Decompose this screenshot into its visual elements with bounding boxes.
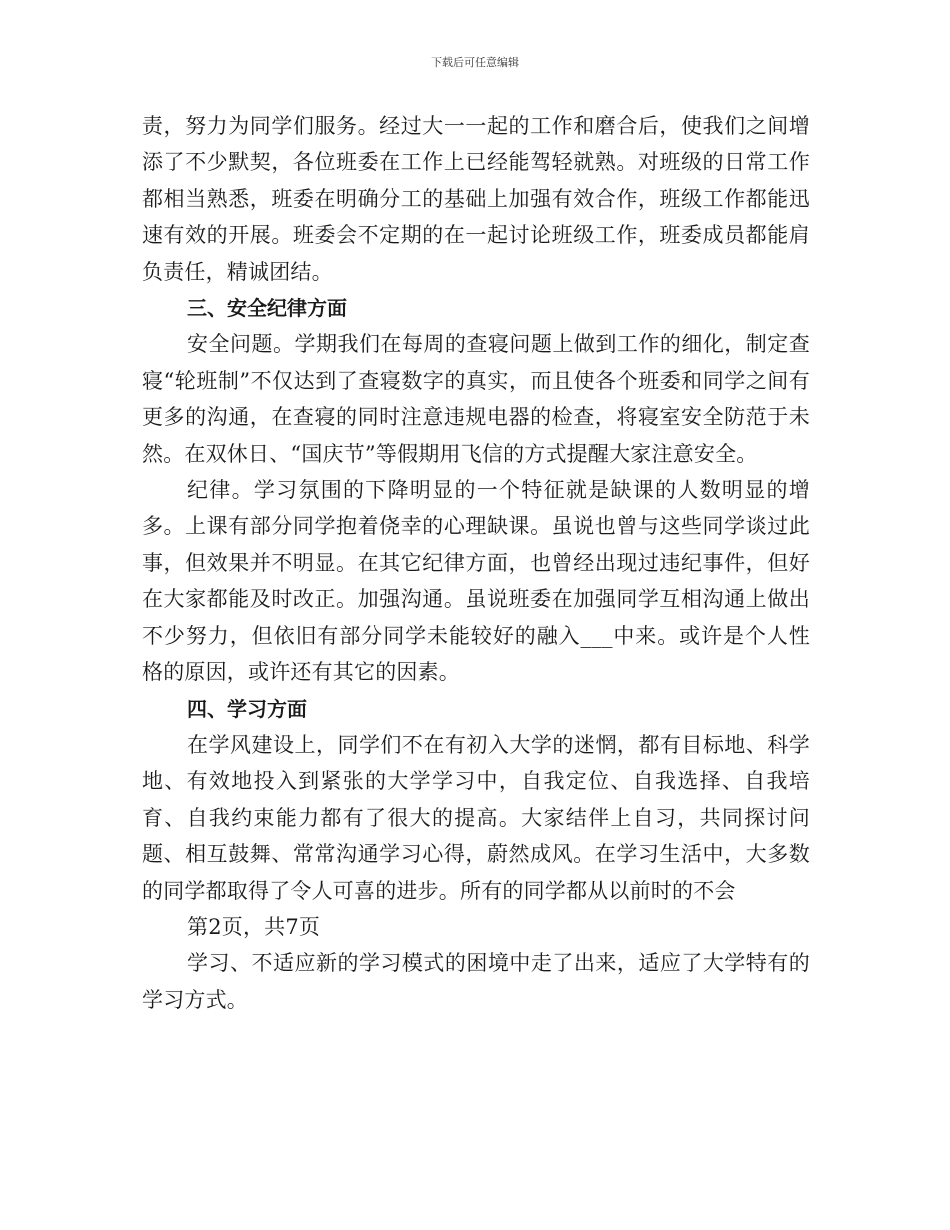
page-header: 下载后可任意编辑 <box>431 56 519 69</box>
section-heading-safety-discipline: 三、安全纪律方面 <box>187 296 347 321</box>
paragraph-study-style: 在学风建设上，同学们不在有初入大学的迷惘，都有目标地、科学地、有效地投入到紧张的大学学习中，自我定位、自我选择、自我培育、自我约束能力都有了很大的提高。大家结伴上自习，共同探讨问题、相互鼓舞、常常沟通学习心得，蔚然成风。在学习生活中，大多数的同学都取得了令人可喜的进步。所有的同学都从以前时的不会 <box>142 732 810 903</box>
paragraph-class-committee: 责，努力为同学们服务。经过大一一起的工作和磨合后，使我们之间增添了不少默契，各位班委在工作上已经能驾轻就熟。对班级的日常工作都相当熟悉，班委在明确分工的基础上加强有效合作，班级工作都能迅速有效的开展。班委会不定期的在一起讨论班级工作，班委成员都能肩负责任，精诚团结。 <box>142 114 810 284</box>
section-heading-study: 四、学习方面 <box>187 696 307 721</box>
paragraph-safety: 安全问题。学期我们在每周的查寝问题上做到工作的细化，制定查寝“轮班制”不仅达到了查寝数字的真实，而且使各个班委和同学之间有更多的沟通，在查寝的同时注意违规电器的检查，将寝室安全防范于未然。在双休日、“国庆节”等假期用飞信的方式提醒大家注意安全。 <box>142 332 810 466</box>
paragraph-discipline: 纪律。学习氛围的下降明显的一个特征就是缺课的人数明显的增多。上课有部分同学抱着侥幸的心理缺课。虽说也曾与这些同学谈过此事，但效果并不明显。在其它纪律方面，也曾经出现过违纪事件，但好在大家都能及时改正。加强沟通。虽说班委在加强同学互相沟通上做出不少努力，但依旧有部分同学未能较好的融入___中来。或许是个人性格的原因，或许还有其它的因素。 <box>142 478 810 685</box>
page-number-marker: 第2页，共7页 <box>187 914 321 939</box>
document-body <box>142 108 810 1018</box>
paragraph-study-adapt: 学习、不适应新的学习模式的困境中走了出来，适应了大学特有的学习方式。 <box>142 951 810 1012</box>
